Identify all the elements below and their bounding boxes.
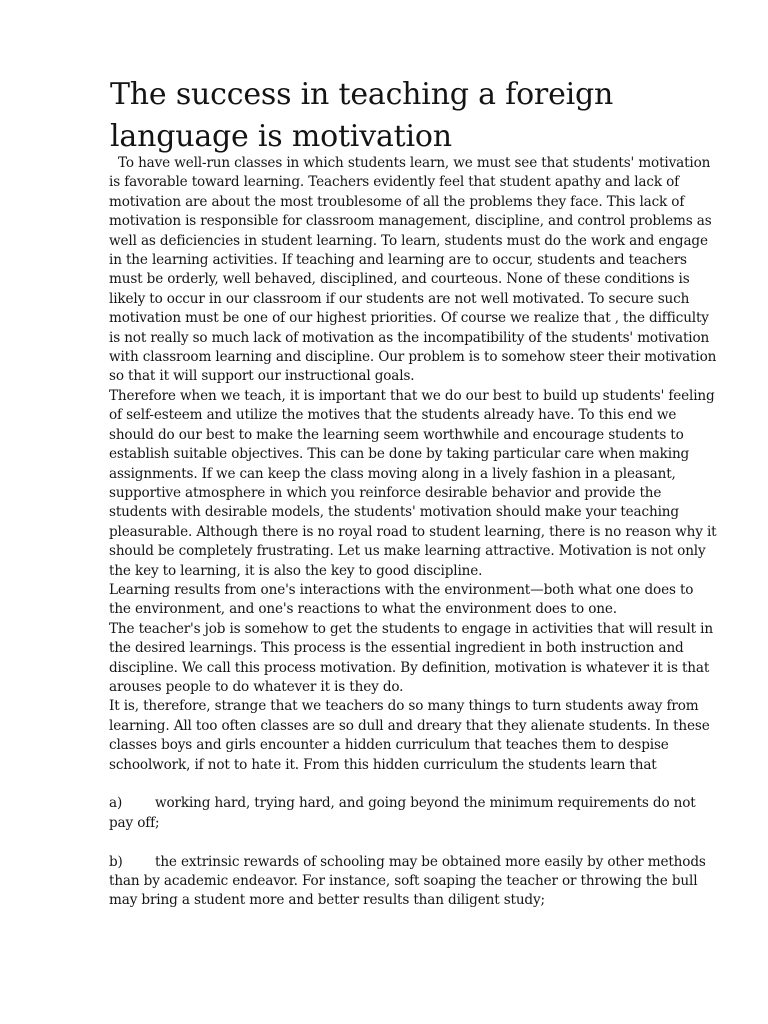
paragraph-motivation-intro: To have well-run classes in which students learn, we must see that students' motivation is favorable toward learning. Teachers evidently feel that student apathy and lack of motivation are about the most troublesome of all the problems they face. This lack of motivation is responsible for classroom management, discipline, and control problems as well as deficiencies in student learning. To learn, students must do the work and engage in the learning activities. If teaching and learning are to occur, students and teachers must be orderly, well behaved, disciplined, and courteous. None of these conditions is likely to occur in our classroom if our students are not well motivated. To secure such motivation must be one of our highest priorities. Of course we realize that , the difficulty is not really so much lack of motivation as the incompatibility of the students' motivation with classroom learning and discipline. Our problem is to somehow steer their motivation so that it will support our instructional goals. — [109, 155, 717, 385]
paragraph-learning-results: Learning results from one's interactions with the environment—both what one does to the environment, and one's reactions to what the environment does to one. — [109, 581, 694, 618]
list-item-text: working hard, trying hard, and going beyond the minimum requirements do not pay off; — [109, 795, 696, 831]
paragraph-self-esteem: Therefore when we teach, it is important that we do our best to build up students' feeling of self-esteem and utilize the motives that the students already have. To this end we should do our best to make the learning seem worthwhile and encourage students to establish suitable objectives. This can be done by taking particular care when making assignments. If we can keep the class moving along in a lively fashion in a pleasant, supportive atmosphere in which you reinforce desirable behavior and provide the students with desirable models, the students' motivation should make your teaching pleasurable. Although there is no royal road to student learning, there is no reason why it should be completely frustrating. Let us make learning attractive. Motivation is not only the key to learning, it is also the key to good discipline. — [109, 387, 717, 579]
document-title: The success in teaching a foreign language is motivation — [110, 77, 614, 154]
list-item-b — [109, 853, 719, 911]
list-item-a — [109, 794, 719, 833]
spacer — [109, 833, 719, 852]
paragraph-teachers-job: The teacher's job is somehow to get the students to engage in activities that will result in the desired learnings. This process is the essential ingredient in both instruction and discipline. We call this process motivation. By definition, motivation is whatever it is that arouses people to do whatever it is they do. — [109, 620, 713, 695]
document-body — [109, 154, 719, 911]
paragraph-hidden-curriculum: It is, therefore, strange that we teachers do so many things to turn students away from learning. All too often classes are so dull and dreary that they alienate students. In these classes boys and girls encounter a hidden curriculum that teaches them to despise schoolwork, if not to hate it. From this hidden curriculum the students learn that — [109, 698, 710, 773]
spacer — [109, 775, 719, 794]
list-item-text: the extrinsic rewards of schooling may be obtained more easily by other methods than by academic endeavor. For instance, soft soaping the teacher or throwing the bull may bring a student more and better results than diligent study; — [109, 853, 706, 909]
list-marker: a) — [109, 795, 123, 812]
list-marker: b) — [109, 853, 123, 870]
